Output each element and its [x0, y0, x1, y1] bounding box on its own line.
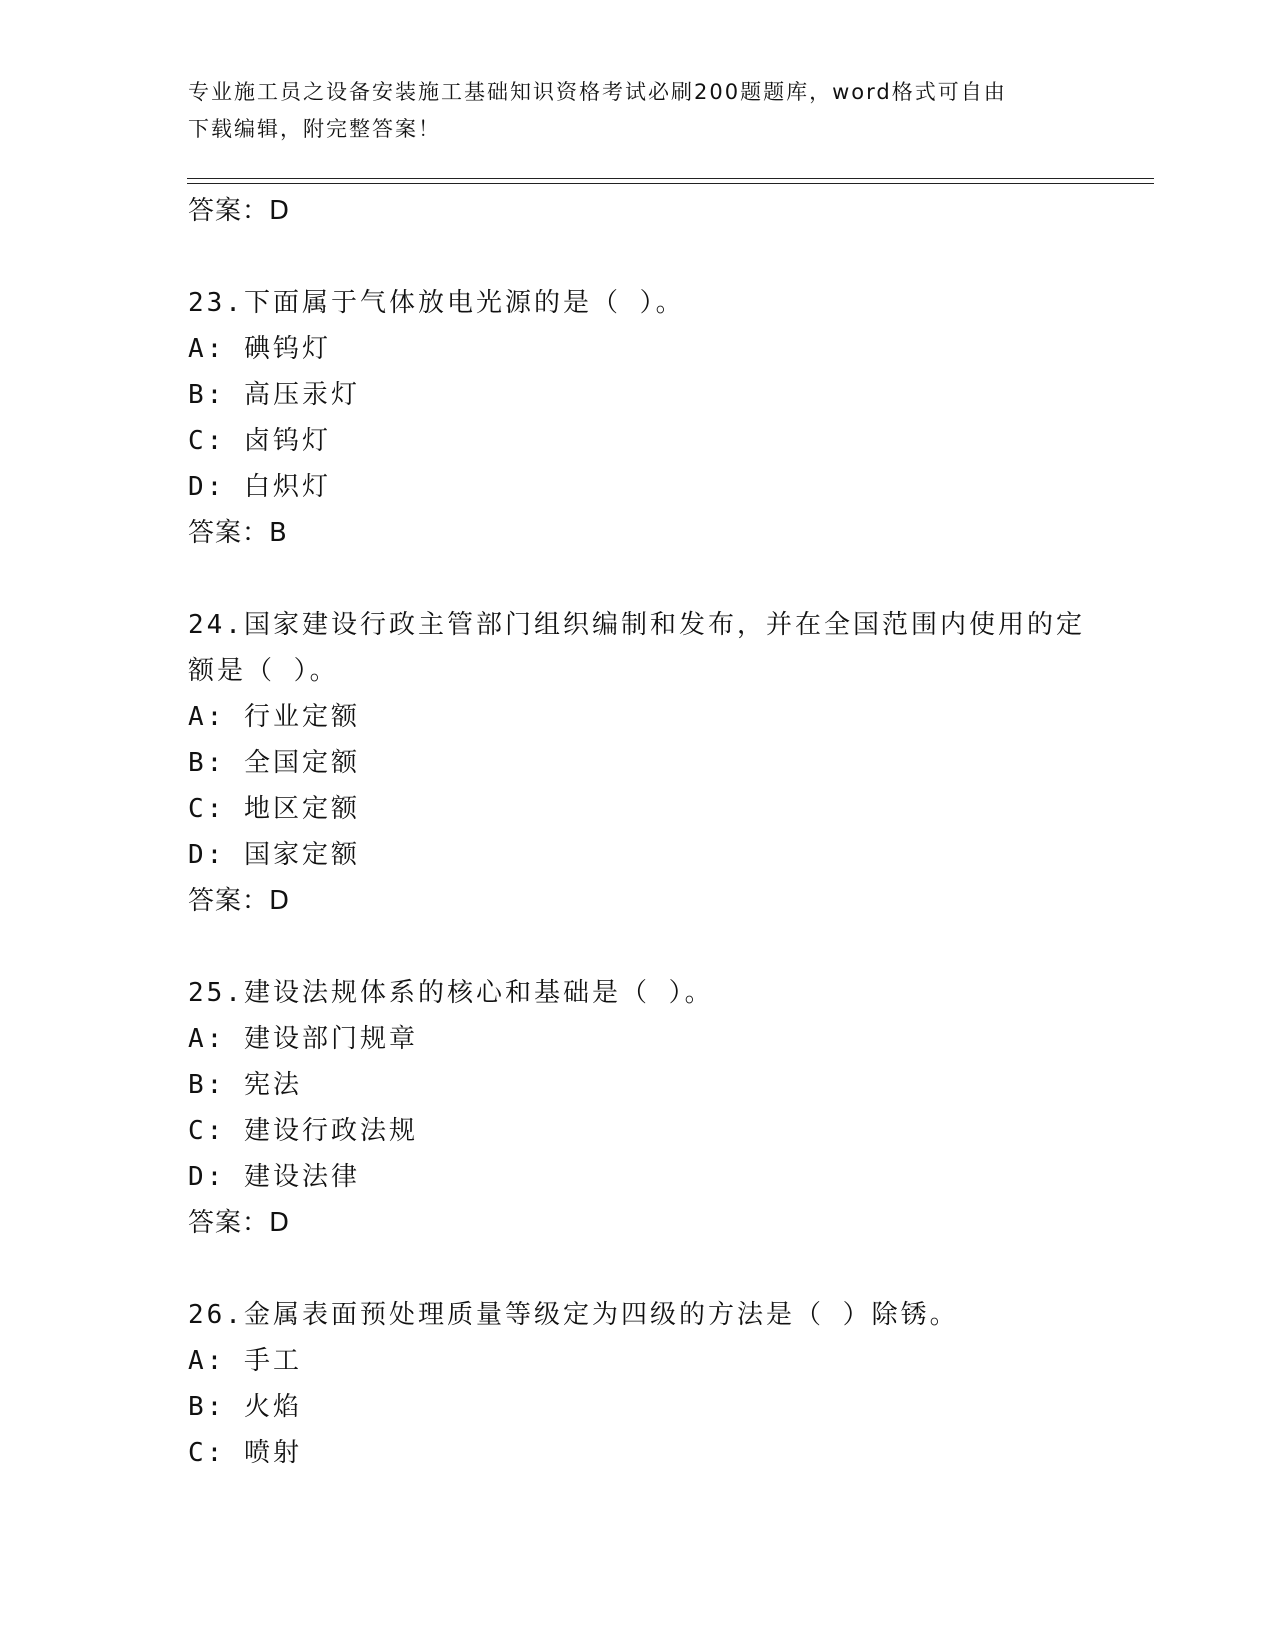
option-d: D: 建设法律 — [188, 1162, 360, 1192]
question-list — [188, 188, 1148, 1476]
option-c: C: 建设行政法规 — [188, 1116, 418, 1146]
option-b: B: 全国定额 — [188, 748, 360, 778]
header-divider-bottom — [187, 183, 1154, 184]
question-text-line-1: 24.国家建设行政主管部门组织编制和发布，并在全国范围内使用的定 — [188, 610, 1085, 640]
question-23 — [188, 280, 1148, 556]
question-25 — [188, 970, 1148, 1246]
previous-answer: 答案：D — [188, 196, 291, 226]
option-c: C: 喷射 — [188, 1438, 302, 1468]
question-text: 23.下面属于气体放电光源的是（ ）。 — [188, 288, 685, 318]
answer: 答案：D — [188, 886, 291, 916]
header-line-2: 下载编辑，附完整答案！ — [188, 117, 441, 141]
option-b: B: 火焰 — [188, 1392, 302, 1422]
option-a: A: 手工 — [188, 1346, 302, 1376]
question-24 — [188, 602, 1148, 924]
option-b: B: 高压汞灯 — [188, 380, 360, 410]
spacer — [188, 1246, 1148, 1292]
question-text: 26.金属表面预处理质量等级定为四级的方法是（ ）除锈。 — [188, 1300, 959, 1330]
option-d: D: 国家定额 — [188, 840, 360, 870]
option-a: A: 碘钨灯 — [188, 334, 331, 364]
option-c: C: 地区定额 — [188, 794, 360, 824]
header-line-1: 专业施工员之设备安装施工基础知识资格考试必刷200题题库，word格式可自由 — [188, 80, 1007, 104]
answer: 答案：B — [188, 518, 288, 548]
option-a: A: 建设部门规章 — [188, 1024, 418, 1054]
question-text: 25.建设法规体系的核心和基础是（ ）。 — [188, 978, 714, 1008]
header-divider-top — [187, 178, 1154, 179]
spacer — [188, 924, 1148, 970]
option-d: D: 白炽灯 — [188, 472, 331, 502]
question-text-line-2: 额是（ ）。 — [188, 656, 339, 686]
spacer — [188, 556, 1148, 602]
option-b: B: 宪法 — [188, 1070, 302, 1100]
spacer — [188, 234, 1148, 280]
question-26 — [188, 1292, 1148, 1476]
answer: 答案：D — [188, 1208, 291, 1238]
option-a: A: 行业定额 — [188, 702, 360, 732]
option-c: C: 卤钨灯 — [188, 426, 331, 456]
document-header — [188, 74, 1088, 148]
